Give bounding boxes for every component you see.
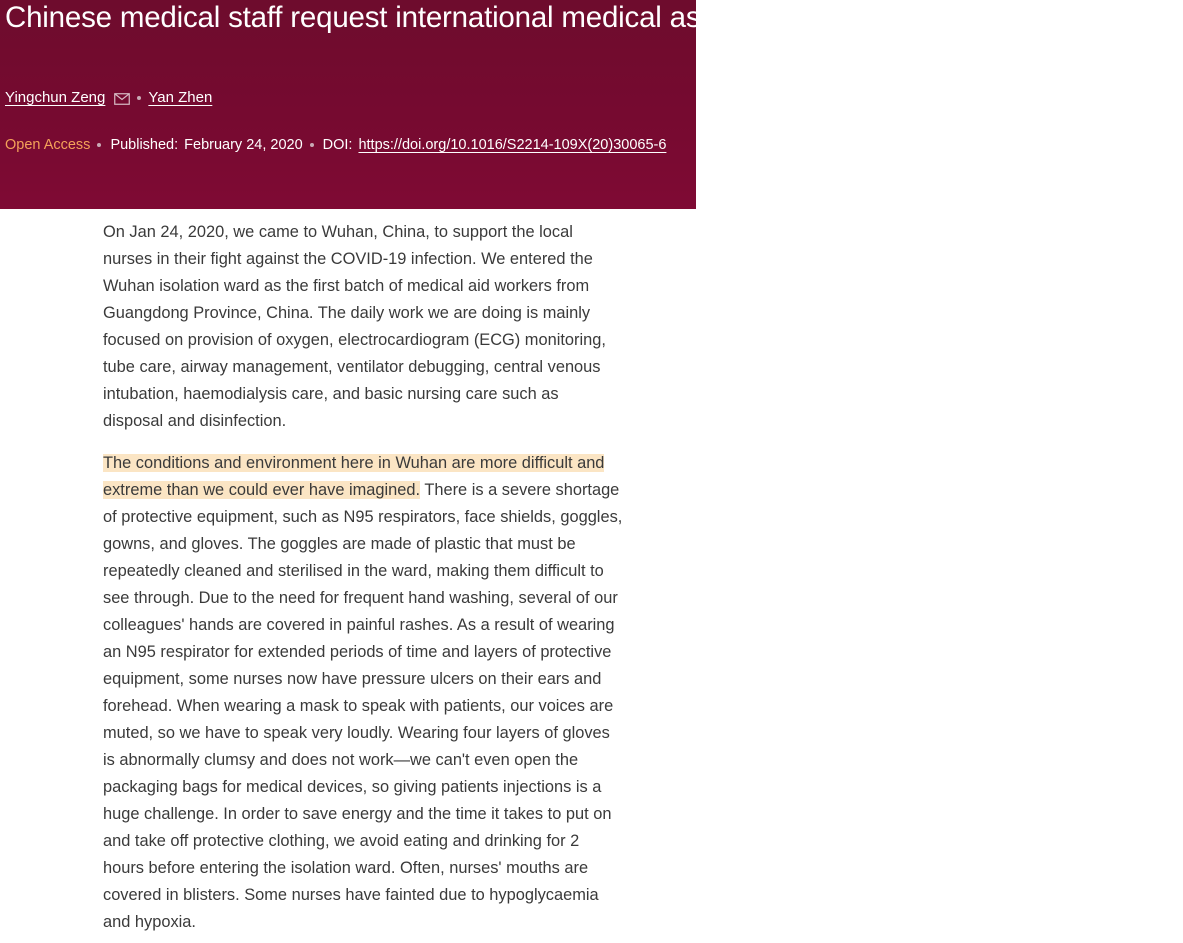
highlighted-text[interactable]: The conditions and environment here in Wuhan are more difficult and extreme than we could ever have imagined.	[103, 454, 605, 499]
article-header	[0, 0, 1183, 209]
paragraph-text: There is a severe shortage of protective equipment, such as N95 respirators, face shields, goggles, gowns, and gloves. The goggles are made of plastic that must be repeatedly cleaned and sterilised in the ward, making them difficult to see through. Due to the need for frequent hand washing, several of our colleagues' hands are covered in painful rashes. As a result of wearing an N95 respirator for extended periods of time and layers of protective equipment, some nurses now have pressure ulcers on their ears and forehead. When wearing a mask to speak with patients, our voices are muted, so we have to speak very loudly. Wearing four layers of gloves is abnormally clumsy and does not work—we can't even open the packaging bags for medical devices, so giving patients injections is a huge challenge. In order to save energy and the time it takes to put on and take off protective clothing, we avoid eating and drinking for 2 hours before entering the isolation ward. Often, nurses' mouths are covered in blisters. Some nurses have fainted due to hypoglycaemia and hypoxia.	[103, 481, 623, 931]
separator-dot	[97, 143, 101, 147]
article-meta	[5, 135, 666, 155]
published-label: Published:	[110, 137, 179, 153]
article-body	[103, 219, 623, 936]
open-access-badge: Open Access	[5, 137, 91, 153]
author-list	[5, 88, 212, 108]
doi-label: DOI:	[322, 137, 353, 153]
body-paragraph-2	[103, 450, 623, 936]
article-title: Chinese medical staff request international medical assistance in fighting against COVID-19	[5, 1, 1183, 34]
published-date: February 24, 2020	[184, 137, 303, 153]
separator-dot	[310, 143, 314, 147]
author-link-zhen[interactable]: Yan Zhen	[148, 89, 213, 106]
author-link-zeng[interactable]: Yingchun Zeng	[5, 89, 106, 106]
doi-link[interactable]: https://doi.org/10.1016/S2214-109X(20)30065-6	[358, 137, 667, 153]
mail-icon[interactable]	[114, 91, 130, 103]
separator-dot	[137, 96, 141, 100]
body-paragraph-1: On Jan 24, 2020, we came to Wuhan, China, to support the local nurses in their fight against the COVID-19 infection. We entered the Wuhan isolation ward as the first batch of medical aid workers from Guangdong Province, China. The daily work we are doing is mainly focused on provision of oxygen, electrocardiogram (ECG) monitoring, tube care, airway management, ventilator debugging, central venous intubation, haemodialysis care, and basic nursing care such as disposal and disinfection.	[103, 223, 606, 430]
